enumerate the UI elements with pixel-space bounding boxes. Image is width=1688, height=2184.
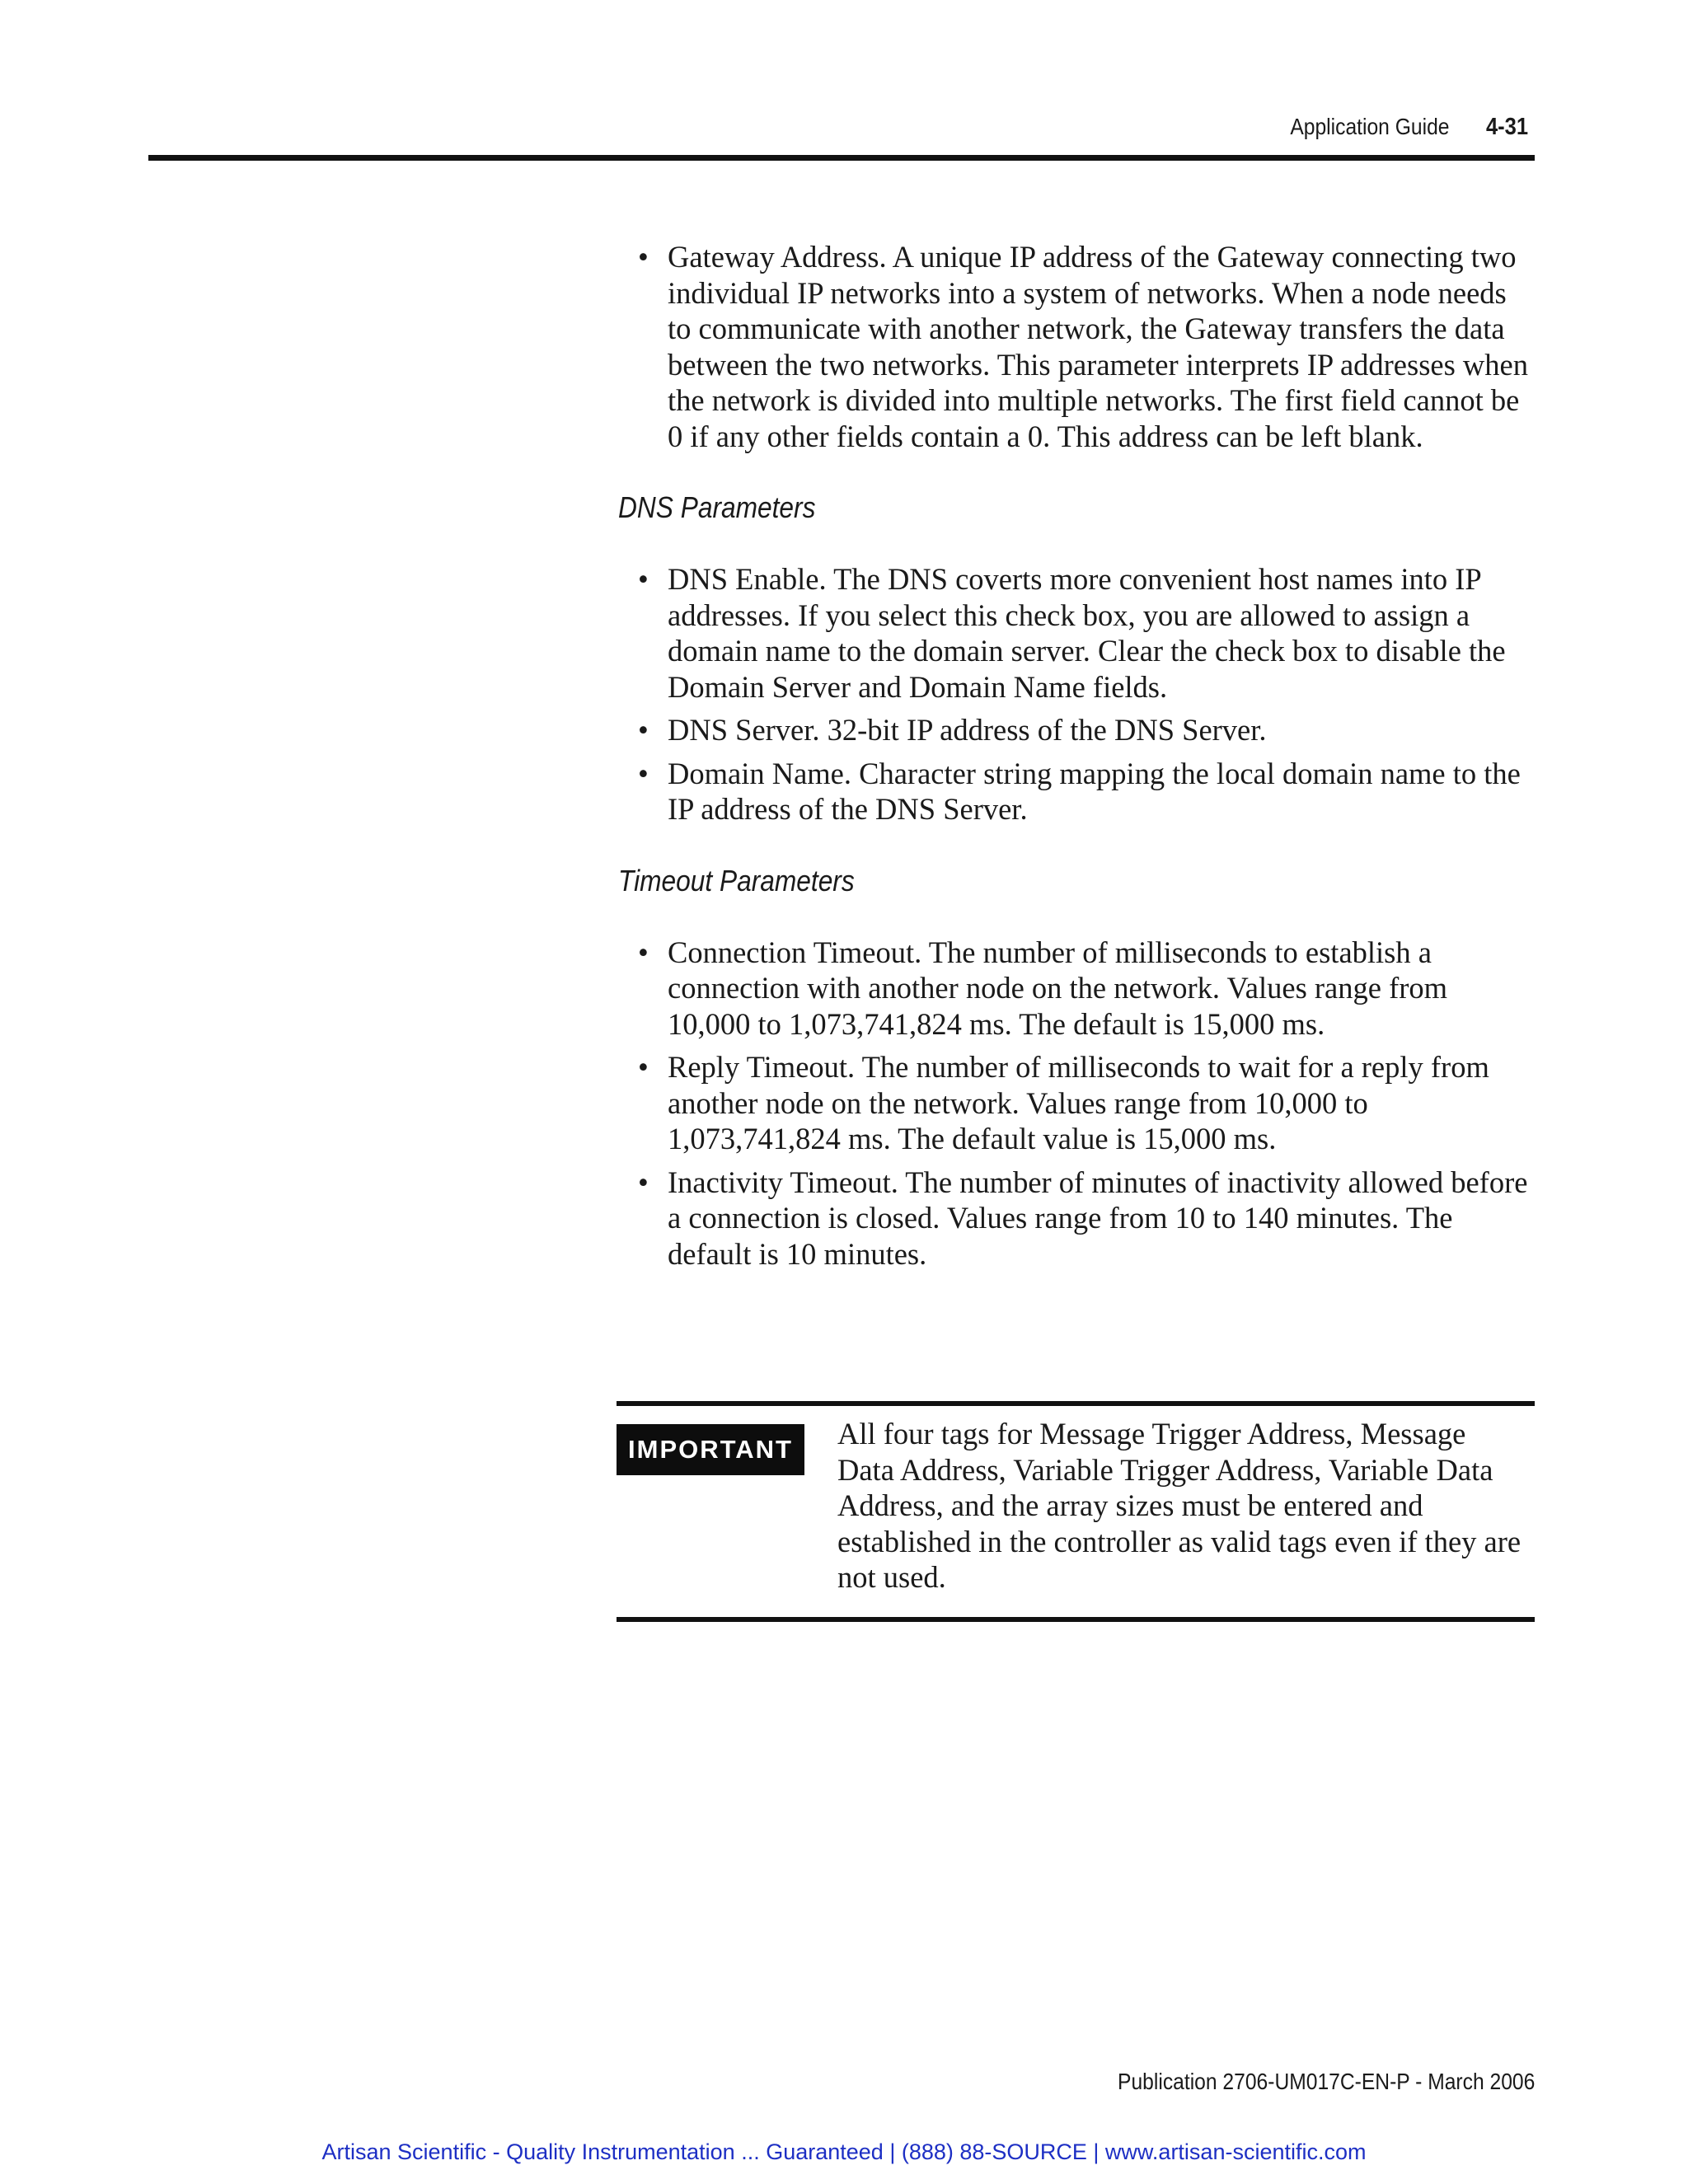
list-item [638,239,1535,454]
list-item-text: Domain Name. Character string mapping the local domain name to the IP address of the DNS Server. [668,756,1521,826]
list-item [638,935,1535,1043]
list-item [638,561,1535,705]
important-bottom-rule [617,1617,1535,1622]
running-header-title: Application Guide [1289,114,1449,139]
main-content [618,239,1535,1279]
bullet-icon: • [638,240,649,274]
section-heading-timeout: Timeout Parameters [618,863,855,898]
list-item [638,1049,1535,1157]
bullet-icon: • [638,756,649,790]
bullet-icon: • [638,1050,649,1084]
artisan-footer-link[interactable]: Artisan Scientific - Quality Instrumentation ... Guaranteed | (888) 88-SOURCE | www.artisan-scientific.com [321,2139,1367,2164]
header-rule [148,155,1535,161]
timeout-bullet-list [618,935,1535,1272]
page-number: 4-31 [1485,114,1528,140]
list-item-text: Reply Timeout. The number of milliseconds to wait for a reply from another node on the network. Values range from 10,000 to 1,073,741,824 ms. The default value is 15,000 ms. [668,1050,1489,1155]
list-item [638,1165,1535,1272]
bullet-icon: • [638,935,649,969]
important-text: All four tags for Message Trigger Address, Message Data Address, Variable Trigger Address, Variable Data Address, and the array sizes must be entered and established in the controller as valid tags even if they are not used. [837,1417,1522,1594]
list-item-text: Inactivity Timeout. The number of minutes of inactivity allowed before a connection is closed. Values range from 10 to 140 minutes. The default is 10 minutes. [668,1165,1528,1271]
bullet-icon: • [638,713,649,747]
list-item [638,712,1535,748]
important-note [617,1401,1535,1624]
list-item [638,756,1535,827]
important-badge: IMPORTANT [617,1424,804,1475]
dns-bullet-list [618,561,1535,827]
publication-footer: Publication 2706-UM017C-EN-P - March 2006 [1117,2069,1535,2094]
gateway-bullet-list [618,239,1535,454]
important-top-rule [617,1401,1535,1406]
list-item-text: Gateway Address. A unique IP address of the Gateway connecting two individual IP networks into a system of networks. When a node needs to communicate with another network, the Gateway transfers the data between the two networks. This parameter interprets IP addresses when the network is divided into multiple networks. The first field cannot be 0 if any other fields contain a 0. This address can be left blank. [668,240,1528,453]
page-header [148,114,1535,157]
list-item-text: DNS Server. 32-bit IP address of the DNS Server. [668,713,1267,747]
bullet-icon: • [638,562,649,596]
bullet-icon: • [638,1165,649,1199]
artisan-footer-banner [0,2139,1688,2165]
list-item-text: DNS Enable. The DNS coverts more convenient host names into IP addresses. If you select this check box, you are allowed to assign a domain name to the domain server. Clear the check box to disable the Domain Server and Domain Name fields. [668,562,1506,704]
section-heading-dns: DNS Parameters [618,490,816,524]
list-item-text: Connection Timeout. The number of milliseconds to establish a connection with another node on the network. Values range from 10,000 to 1,073,741,824 ms. The default is 15,000 ms. [668,935,1448,1041]
